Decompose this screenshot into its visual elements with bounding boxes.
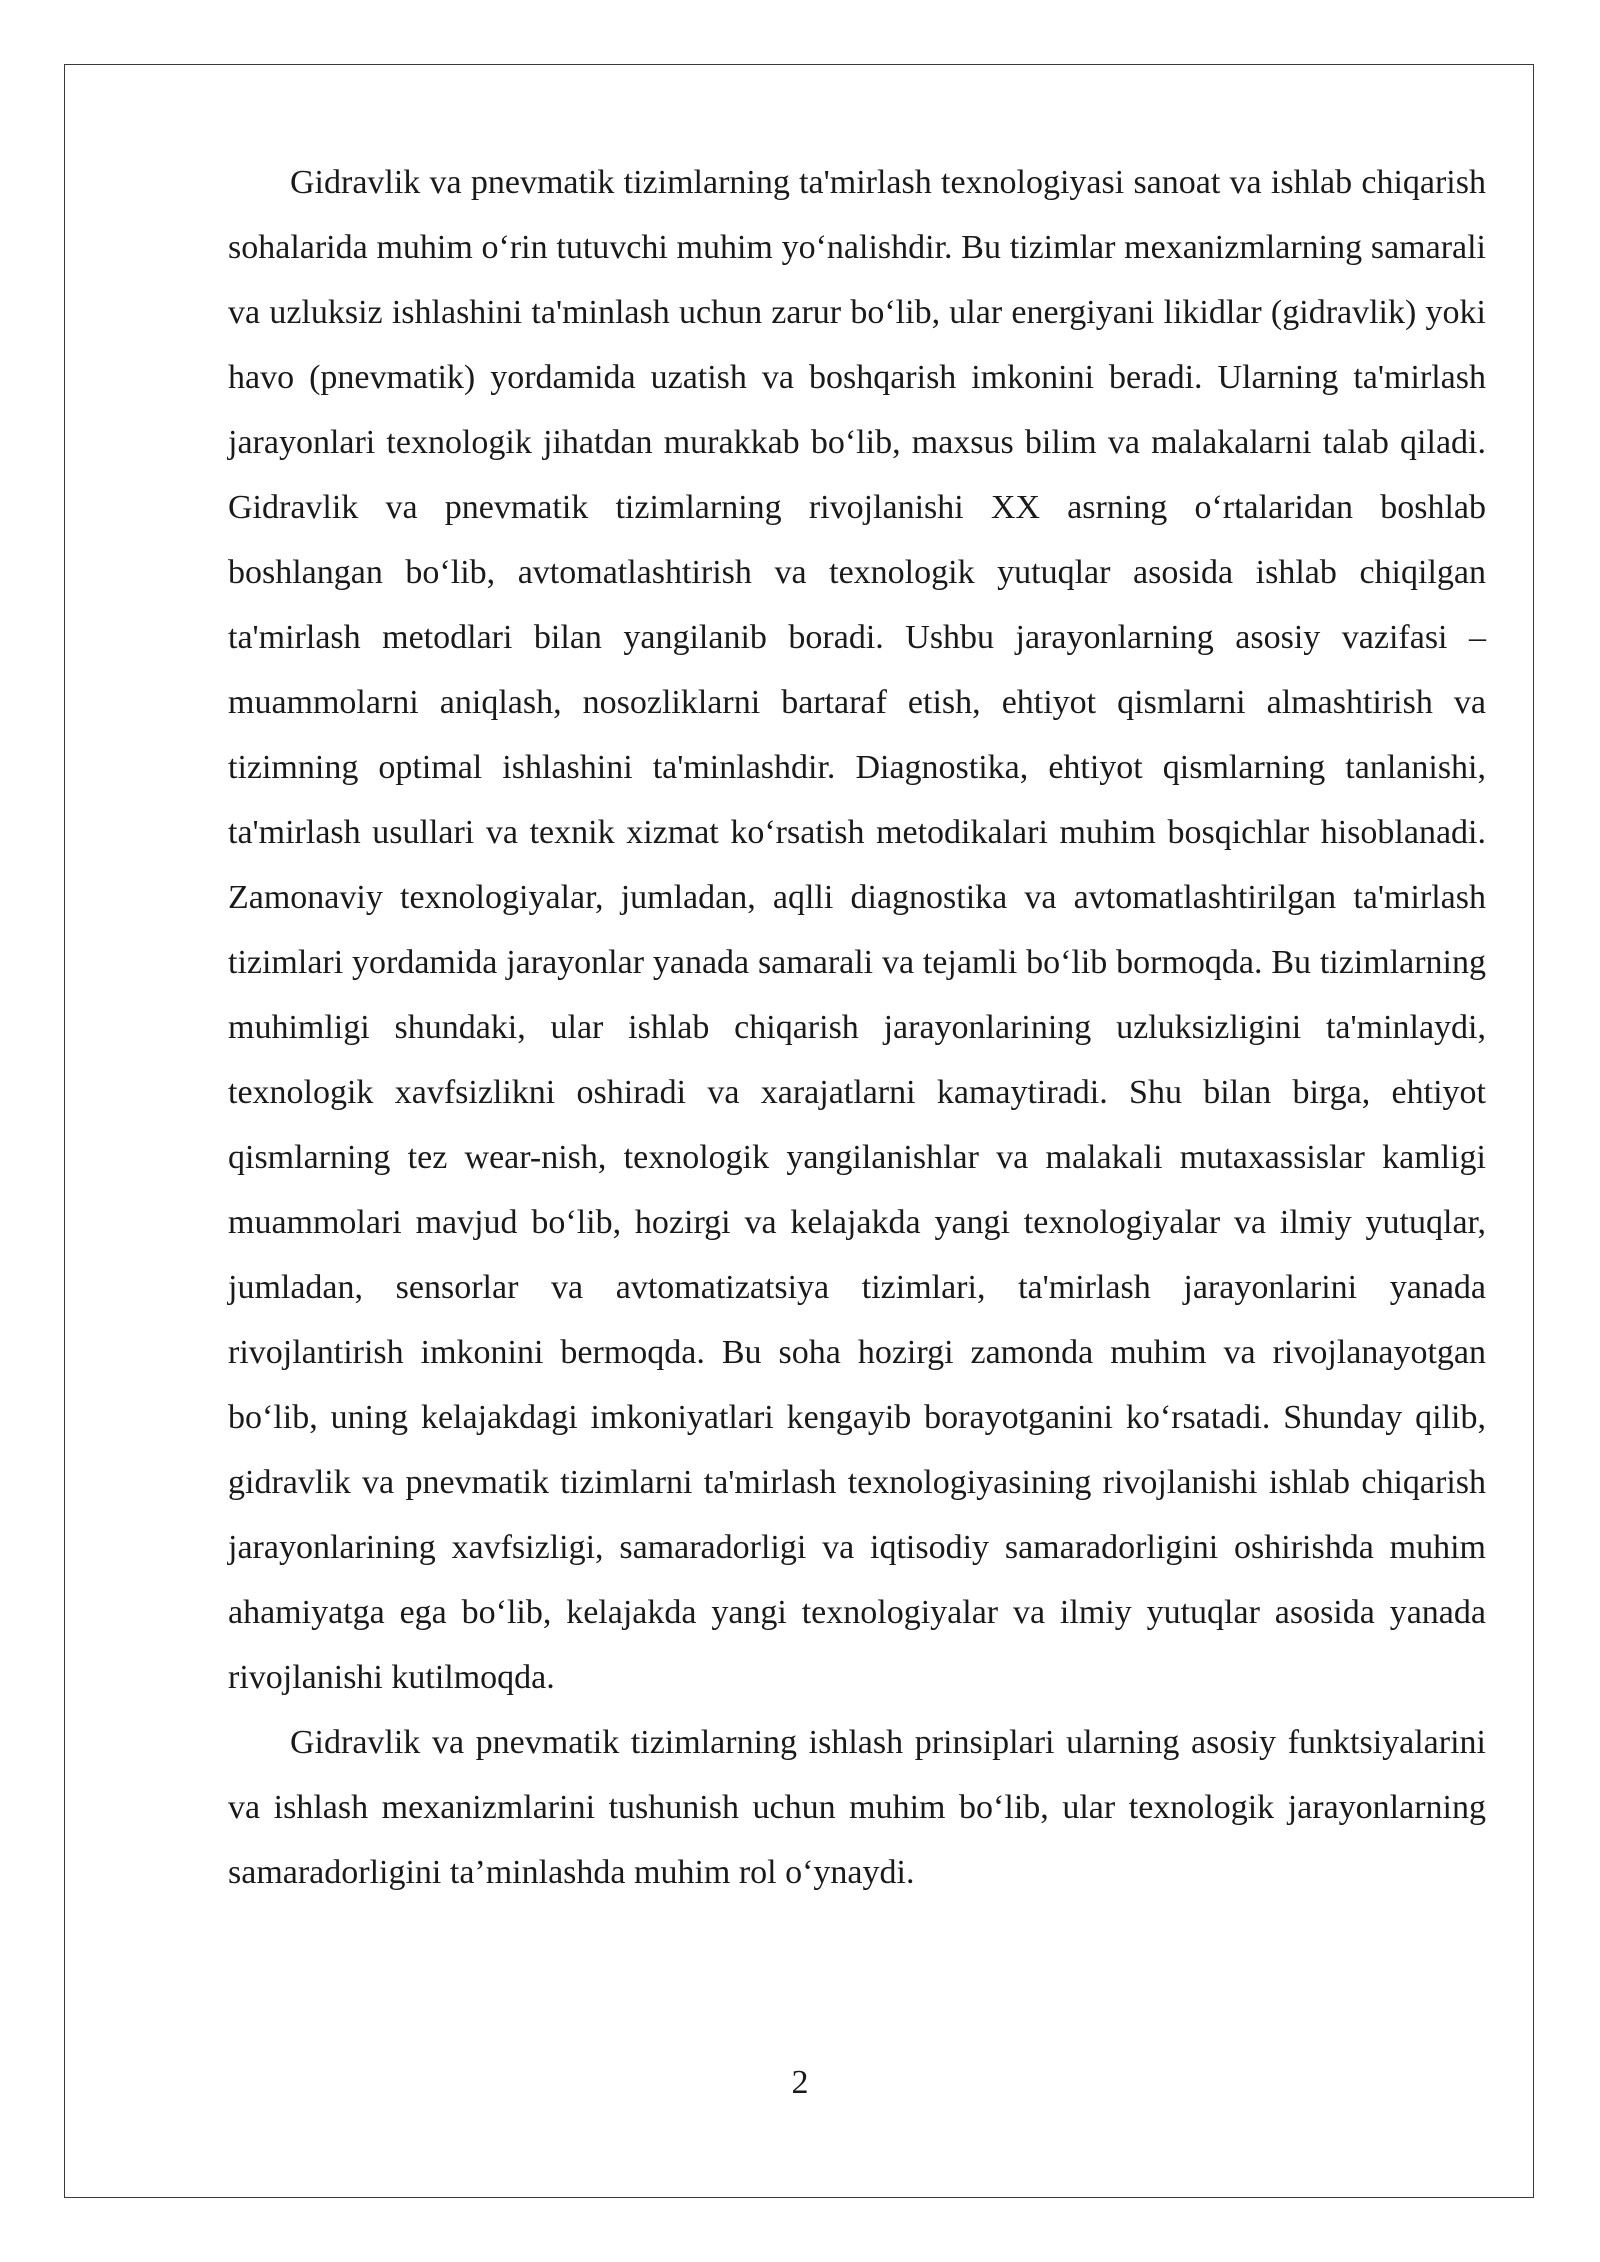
paragraph-1: Gidravlik va pnevmatik tizimlarning ta'mirlash texnologiyasi sanoat va ishlab chiqarish sohalarida muhim o‘rin tutuvchi muhim yo‘nalishdir. Bu tizimlar mexanizmlarning samarali va uzluksiz ishlashini ta'minlash uchun zarur bo‘lib, ular energiyani likidlar (gidravlik) yoki havo (pnevmatik) yordamida uzatish va boshqarish imkonini beradi. Ularning ta'mirlash jarayonlari texnologik jihatdan murakkab bo‘lib, maxsus bilim va malakalarni talab qiladi. Gidravlik va pnevmatik tizimlarning rivojlanishi XX asrning o‘rtalaridan boshlab boshlangan bo‘lib, avtomatlashtirish va texnologik yutuqlar asosida ishlab chiqilgan ta'mirlash metodlari bilan yangilanib boradi. Ushbu jarayonlarning asosiy vazifasi – muammolarni aniqlash, nosozliklarni bartaraf etish, ehtiyot qismlarni almashtirish va tizimning optimal ishlashini ta'minlashdir. Diagnostika, ehtiyot qismlarning tanlanishi, ta'mirlash usullari va texnik xizmat ko‘rsatish metodikalari muhim bosqichlar hisoblanadi. Zamonaviy texnologiyalar, jumladan, aqlli diagnostika va avtomatlashtirilgan ta'mirlash tizimlari yordamida jarayonlar yanada samarali va tejamli bo‘lib bormoqda. Bu tizimlarning muhimligi shundaki, ular ishlab chiqarish jarayonlarining uzluksizligini ta'minlaydi, texnologik xavfsizlikni oshiradi va xarajatlarni kamaytiradi. Shu bilan birga, ehtiyot qismlarning tez wear-nish, texnologik yangilanishlar va malakali mutaxassislar kamligi muammolari mavjud bo‘lib, hozirgi va kelajakda yangi texnologiyalar va ilmiy yutuqlar, jumladan, sensorlar va avtomatizatsiya tizimlari, ta'mirlash jarayonlarini yanada rivojlantirish imkonini bermoqda. Bu soha hozirgi zamonda muhim va rivojlanayotgan bo‘lib, uning kelajakdagi imkoniyatlari kengayib borayotganini ko‘rsatadi. Shunday qilib, gidravlik va pnevmatik tizimlarni ta'mirlash texnologiyasining rivojlanishi ishlab chiqarish jarayonlarining xavfsizligi, samaradorligi va iqtisodiy samaradorligini oshirishda muhim ahamiyatga ega bo‘lib, kelajakda yangi texnologiyalar va ilmiy yutuqlar asosida yanada rivojlanishi kutilmoqda. (228, 164, 1486, 1696)
document-body (228, 150, 1486, 1905)
page-number: 2 (791, 2064, 809, 2101)
paragraph-2: Gidravlik va pnevmatik tizimlarning ishlash prinsiplari ularning asosiy funktsiyalarini va ishlash mexanizmlarini tushunish uchun muhim bo‘lib, ular texnologik jarayonlarning samaradorligini ta’minlashda muhim rol o‘ynaydi. (228, 1724, 1486, 1891)
